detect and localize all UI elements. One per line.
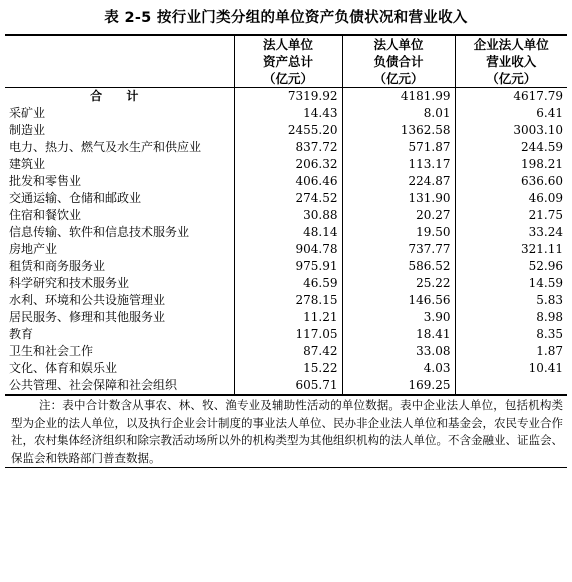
- liabilities-cell: 113.17: [342, 156, 455, 173]
- revenue-cell: 4617.79: [455, 88, 567, 106]
- table-row: [5, 258, 567, 275]
- revenue-cell: 3003.10: [455, 122, 567, 139]
- header-revenue: [455, 35, 567, 88]
- header-assets-line2: 资产总计: [262, 54, 313, 69]
- table-row: [5, 173, 567, 190]
- revenue-cell: 636.60: [455, 173, 567, 190]
- liabilities-cell: 33.08: [342, 343, 455, 360]
- industry-cell: 电力、热力、燃气及水生产和供应业: [9, 140, 202, 154]
- industry-cell: 水利、环境和公共设施管理业: [9, 293, 166, 307]
- industry-cell: 信息传输、软件和信息技术服务业: [9, 225, 190, 239]
- table-body: [5, 88, 567, 396]
- assets-cell: 46.59: [234, 275, 342, 292]
- liabilities-cell: 18.41: [342, 326, 455, 343]
- header-assets-line1: 法人单位: [262, 37, 313, 52]
- revenue-cell: 5.83: [455, 292, 567, 309]
- table-row: [5, 207, 567, 224]
- table-row: [5, 360, 567, 377]
- assets-cell: 278.15: [234, 292, 342, 309]
- table-footer: [5, 395, 567, 468]
- industry-cell: 住宿和餐饮业: [9, 208, 82, 222]
- header-revenue-line3: （亿元）: [486, 71, 537, 86]
- revenue-cell: 6.41: [455, 105, 567, 122]
- revenue-cell: 1.87: [455, 343, 567, 360]
- liabilities-cell: 571.87: [342, 139, 455, 156]
- header-revenue-line1: 企业法人单位: [473, 37, 549, 52]
- assets-cell: 117.05: [234, 326, 342, 343]
- header-assets-line3: （亿元）: [262, 71, 313, 86]
- revenue-cell: 198.21: [455, 156, 567, 173]
- assets-cell: 837.72: [234, 139, 342, 156]
- total-row: [5, 88, 567, 106]
- liabilities-cell: 3.90: [342, 309, 455, 326]
- assets-cell: 11.21: [234, 309, 342, 326]
- table-row: [5, 343, 567, 360]
- liabilities-cell: 4181.99: [342, 88, 455, 106]
- table-row: [5, 275, 567, 292]
- industry-cell: 房地产业: [9, 242, 58, 256]
- table-row: [5, 224, 567, 241]
- table-row: [5, 122, 567, 139]
- note-row: [5, 395, 567, 468]
- liabilities-cell: 25.22: [342, 275, 455, 292]
- header-liabilities-line1: 法人单位: [373, 37, 424, 52]
- table-row: [5, 139, 567, 156]
- liabilities-cell: 131.90: [342, 190, 455, 207]
- header-liabilities-line3: （亿元）: [373, 71, 424, 86]
- table-row: [5, 156, 567, 173]
- liabilities-cell: 1362.58: [342, 122, 455, 139]
- data-table: [5, 34, 567, 468]
- header-liabilities: [342, 35, 455, 88]
- liabilities-cell: 586.52: [342, 258, 455, 275]
- table-row: [5, 105, 567, 122]
- assets-cell: 975.91: [234, 258, 342, 275]
- liabilities-cell: 8.01: [342, 105, 455, 122]
- assets-cell: 2455.20: [234, 122, 342, 139]
- industry-cell: 租赁和商务服务业: [9, 259, 106, 273]
- table-row: [5, 190, 567, 207]
- industry-cell: 建筑业: [9, 157, 46, 171]
- assets-cell: 605.71: [234, 377, 342, 395]
- header-revenue-line2: 营业收入: [486, 54, 537, 69]
- table-row: [5, 241, 567, 258]
- assets-cell: 206.32: [234, 156, 342, 173]
- revenue-cell: 244.59: [455, 139, 567, 156]
- industry-cell: 科学研究和技术服务业: [9, 276, 130, 290]
- table-note: 注：表中合计数含从事农、林、牧、渔专业及辅助性活动的单位数据。表中企业法人单位，包括机构类型为企业的法人单位，以及执行企业会计制度的事业法人单位、民办非企业法人单位和基金会，农民专业合作社，农村集体经济组织和除宗教活动场所以外的机构类型为其他组织机构的法人单位。不含金融业、证监会、保监会和铁路部门普查数据。: [5, 395, 567, 468]
- industry-cell: 公共管理、社会保障和社会组织: [5, 377, 234, 395]
- industry-cell: 制造业: [9, 123, 46, 137]
- industry-cell: 批发和零售业: [9, 174, 82, 188]
- assets-cell: 15.22: [234, 360, 342, 377]
- industry-cell: 交通运输、仓储和邮政业: [9, 191, 142, 205]
- industry-cell: 居民服务、修理和其他服务业: [9, 310, 166, 324]
- revenue-cell: 52.96: [455, 258, 567, 275]
- revenue-cell: 21.75: [455, 207, 567, 224]
- table-row: [5, 292, 567, 309]
- header-industry: [5, 35, 234, 88]
- assets-cell: 7319.92: [234, 88, 342, 106]
- revenue-cell: 321.11: [455, 241, 567, 258]
- revenue-cell: 8.35: [455, 326, 567, 343]
- liabilities-cell: 224.87: [342, 173, 455, 190]
- liabilities-cell: 20.27: [342, 207, 455, 224]
- assets-cell: 48.14: [234, 224, 342, 241]
- liabilities-cell: 169.25: [342, 377, 455, 395]
- revenue-cell: 46.09: [455, 190, 567, 207]
- table-row: [5, 326, 567, 343]
- assets-cell: 904.78: [234, 241, 342, 258]
- revenue-cell: 33.24: [455, 224, 567, 241]
- header-assets: [234, 35, 342, 88]
- revenue-cell: 8.98: [455, 309, 567, 326]
- industry-cell: 采矿业: [9, 106, 46, 120]
- liabilities-cell: 737.77: [342, 241, 455, 258]
- header-liabilities-line2: 负债合计: [373, 54, 424, 69]
- table-row: [5, 309, 567, 326]
- table-title: 表 2-5 按行业门类分组的单位资产负债状况和营业收入: [104, 10, 468, 26]
- revenue-cell: 10.41: [455, 360, 567, 377]
- liabilities-cell: 146.56: [342, 292, 455, 309]
- assets-cell: 30.88: [234, 207, 342, 224]
- industry-cell: 文化、体育和娱乐业: [9, 361, 118, 375]
- revenue-cell: [455, 377, 567, 395]
- assets-cell: 14.43: [234, 105, 342, 122]
- revenue-cell: 14.59: [455, 275, 567, 292]
- assets-cell: 406.46: [234, 173, 342, 190]
- header-row: [5, 35, 567, 88]
- industry-cell: 教育: [9, 327, 34, 341]
- assets-cell: 274.52: [234, 190, 342, 207]
- assets-cell: 87.42: [234, 343, 342, 360]
- table-row: [5, 377, 567, 395]
- industry-cell: 合 计: [90, 89, 149, 103]
- table-header: [5, 35, 567, 88]
- liabilities-cell: 19.50: [342, 224, 455, 241]
- industry-cell: 卫生和社会工作: [9, 344, 94, 358]
- liabilities-cell: 4.03: [342, 360, 455, 377]
